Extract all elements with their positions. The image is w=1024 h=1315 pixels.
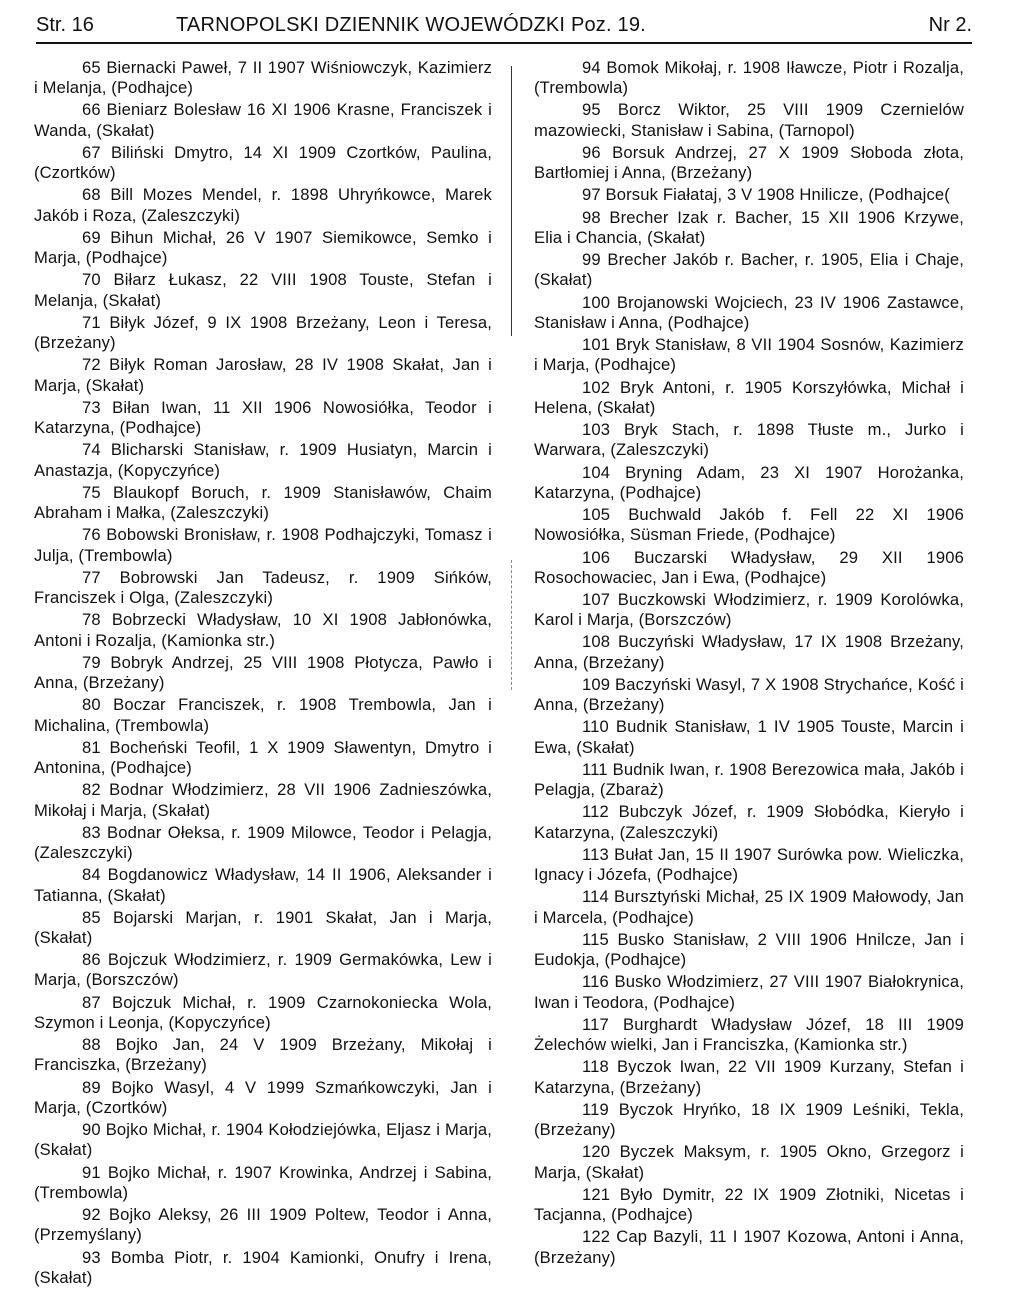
register-entry: 84 Bogdanowicz Władysław, 14 II 1906, Aleksander i Tatianna, (Skałat) xyxy=(34,865,492,905)
register-entry: 93 Bomba Piotr, r. 1904 Kamionki, Onufry i Irena, (Skałat) xyxy=(34,1247,492,1287)
register-entry: 119 Byczok Hryńko, 18 IX 1909 Leśniki, Tekla, (Brzeżany) xyxy=(534,1099,964,1140)
register-entry: 83 Bodnar Ołeksa, r. 1909 Milowce, Teodor i Pelagja, (Zaleszczyki) xyxy=(34,822,492,863)
register-entry: 107 Buczkowski Włodzimierz, r. 1909 Korolówka, Karol i Marja, (Borszczów) xyxy=(534,590,964,630)
register-entry: 80 Boczar Franciszek, r. 1908 Trembowla, Jan i Michalina, (Trembowla) xyxy=(34,695,492,735)
register-entry: 70 Biłarz Łukasz, 22 VIII 1908 Touste, Stefan i Melanja, (Skałat) xyxy=(34,270,492,310)
register-entry: 65 Biernacki Paweł, 7 II 1907 Wiśniowczyk, Kazimierz i Melanja, (Podhajce) xyxy=(34,58,492,98)
register-entry: 109 Baczyński Wasyl, 7 X 1908 Strychańce, Kość i Anna, (Brzeżany) xyxy=(534,674,964,715)
register-entry: 108 Buczyński Władysław, 17 IX 1908 Brzeżany, Anna, (Brzeżany) xyxy=(534,632,964,672)
register-entry: 102 Bryk Antoni, r. 1905 Korszyłówka, Michał i Helena, (Skałat) xyxy=(534,377,964,417)
register-entry: 101 Bryk Stanisław, 8 VII 1904 Sosnów, Kazimierz i Marja, (Podhajce) xyxy=(534,335,964,375)
register-entry: 73 Biłan Iwan, 11 XII 1906 Nowosiółka, Teodor i Katarzyna, (Podhajce) xyxy=(34,397,492,438)
register-entry: 94 Bomok Mikołaj, r. 1908 Iławcze, Piotr i Rozalja, (Trembowla) xyxy=(534,58,964,98)
register-entry: 120 Byczek Maksym, r. 1905 Okno, Grzegorz i Marja, (Skałat) xyxy=(534,1142,964,1182)
register-entry: 99 Brecher Jakób r. Bacher, r. 1905, Elia i Chaje, (Skałat) xyxy=(534,250,964,290)
register-entry: 122 Cap Bazyli, 11 I 1907 Kozowa, Antoni i Anna, (Brzeżany) xyxy=(534,1227,964,1267)
register-entry: 89 Bojko Wasyl, 4 V 1999 Szmańkowczyki, Jan i Marja, (Czortków) xyxy=(34,1077,492,1117)
register-entry: 87 Bojczuk Michał, r. 1909 Czarnokoniecka Wola, Szymon i Leonja, (Kopyczyńce) xyxy=(34,992,492,1032)
register-entry: 69 Bihun Michał, 26 V 1907 Siemikowce, Semko i Marja, (Podhajce) xyxy=(34,227,492,268)
register-entry: 98 Brecher Izak r. Bacher, 15 XII 1906 Krzywe, Elia i Chancia, (Skałat) xyxy=(534,207,964,247)
register-entry: 76 Bobowski Bronisław, r. 1908 Podhajczyki, Tomasz i Julja, (Trembowla) xyxy=(34,525,492,565)
register-entry: 68 Bill Mozes Mendel, r. 1898 Uhryńkowce, Marek Jakób i Roza, (Zaleszczyki) xyxy=(34,185,492,225)
register-entry: 118 Byczok Iwan, 22 VII 1909 Kurzany, Stefan i Katarzyna, (Brzeżany) xyxy=(534,1057,964,1097)
register-entry: 115 Busko Stanisław, 2 VIII 1906 Hnilcze, Jan i Eudokja, (Podhajce) xyxy=(534,929,964,970)
register-entry: 103 Bryk Stach, r. 1898 Tłuste m., Jurko i Warwara, (Zaleszczyki) xyxy=(534,420,964,460)
column-divider-lower xyxy=(511,560,512,690)
register-entry: 75 Blaukopf Boruch, r. 1909 Stanisławów, Chaim Abraham i Małka, (Zaleszczyki) xyxy=(34,482,492,523)
register-entry: 116 Busko Włodzimierz, 27 VIII 1907 Białokrynica, Iwan i Teodora, (Podhajce) xyxy=(534,972,964,1012)
register-entry: 100 Brojanowski Wojciech, 23 IV 1906 Zastawce, Stanisław i Anna, (Podhajce) xyxy=(534,292,964,332)
right-column xyxy=(534,58,964,1270)
register-entry: 97 Borsuk Fiałataj, 3 V 1908 Hnilicze, (Podhajce( xyxy=(582,185,950,205)
register-entry: 71 Biłyk Józef, 9 IX 1908 Brzeżany, Leon i Teresa, (Brzeżany) xyxy=(34,312,492,353)
register-entry: 105 Buchwald Jakób f. Fell 22 XI 1906 Nowosiółka, Süsman Friede, (Podhajce) xyxy=(534,505,964,545)
register-entry: 121 Było Dymitr, 22 IX 1909 Złotniki, Nicetas i Tacjanna, (Podhajce) xyxy=(534,1184,964,1225)
register-entry: 114 Bursztyński Michał, 25 IX 1909 Małowody, Jan i Marcela, (Podhajce) xyxy=(534,887,964,927)
register-entry: 77 Bobrowski Jan Tadeusz, r. 1909 Sińków, Franciszek i Olga, (Zaleszczyki) xyxy=(34,567,492,608)
register-entry: 111 Budnik Iwan, r. 1908 Berezowica mała, Jakób i Pelagja, (Zbaraż) xyxy=(534,759,964,800)
left-column xyxy=(34,58,492,1290)
register-entry: 104 Bryning Adam, 23 XI 1907 Horożanka, Katarzyna, (Podhajce) xyxy=(534,462,964,502)
register-entry: 79 Bobryk Andrzej, 25 VIII 1908 Płotycza, Pawło i Anna, (Brzeżany) xyxy=(34,652,492,693)
register-entry: 106 Buczarski Władysław, 29 XII 1906 Rosochowaciec, Jan i Ewa, (Podhajce) xyxy=(534,547,964,587)
register-entry: 88 Bojko Jan, 24 V 1909 Brzeżany, Mikołaj i Franciszka, (Brzeżany) xyxy=(34,1035,492,1075)
journal-title: TARNOPOLSKI DZIENNIK WOJEWÓDZKI Poz. 19. xyxy=(176,14,646,36)
register-entry: 72 Biłyk Roman Jarosław, 28 IV 1908 Skałat, Jan i Marja, (Skałat) xyxy=(34,355,492,395)
register-entry: 110 Budnik Stanisław, 1 IV 1905 Touste, Marcin i Ewa, (Skałat) xyxy=(534,717,964,757)
register-entry: 112 Bubczyk Józef, r. 1909 Słobódka, Kieryło i Katarzyna, (Zaleszczyki) xyxy=(534,802,964,842)
register-entry: 81 Bocheński Teofil, 1 X 1909 Sławentyn, Dmytro i Antonina, (Podhajce) xyxy=(34,737,492,778)
register-entry: 82 Bodnar Włodzimierz, 28 VII 1906 Zadnieszówka, Mikołaj i Marja, (Skałat) xyxy=(34,780,492,820)
register-entry: 74 Blicharski Stanisław, r. 1909 Husiatyn, Marcin i Anastazja, (Kopyczyńce) xyxy=(34,440,492,480)
register-entry: 67 Biliński Dmytro, 14 XI 1909 Czortków, Paulina, (Czortków) xyxy=(34,142,492,183)
register-entry: 66 Bieniarz Bolesław 16 XI 1906 Krasne, Franciszek i Wanda, (Skałat) xyxy=(34,100,492,140)
register-entry: 91 Bojko Michał, r. 1907 Krowinka, Andrzej i Sabina, (Trembowla) xyxy=(34,1162,492,1202)
register-entry: 117 Burghardt Władysław Józef, 18 III 1909 Żelechów wielki, Jan i Franciszka, (Kamionka str.) xyxy=(534,1014,964,1055)
register-entry: 95 Borcz Wiktor, 25 VIII 1909 Czernielów mazowiecki, Stanisław i Sabina, (Tarnopol) xyxy=(534,100,964,140)
register-entry: 90 Bojko Michał, r. 1904 Kołodziejówka, Eljasz i Marja, (Skałat) xyxy=(34,1120,492,1160)
register-entry: 86 Bojczuk Włodzimierz, r. 1909 Germakówka, Lew i Marja, (Borszczów) xyxy=(34,950,492,990)
register-entry: 92 Bojko Aleksy, 26 III 1909 Poltew, Teodor i Anna, (Przemyślany) xyxy=(34,1205,492,1245)
register-entry: 113 Bułat Jan, 15 II 1907 Surówka pow. Wieliczka, Ignacy i Józefa, (Podhajce) xyxy=(534,844,964,885)
page-header xyxy=(36,12,972,44)
issue-number: Nr 2. xyxy=(928,14,972,36)
page-number: Str. 16 xyxy=(36,14,94,36)
register-entry: 96 Borsuk Andrzej, 27 X 1909 Słoboda złota, Bartłomiej i Anna, (Brzeżany) xyxy=(534,142,964,183)
register-entry: 78 Bobrzecki Władysław, 10 XI 1908 Jabłonówka, Antoni i Rozalja, (Kamionka str.) xyxy=(34,610,492,650)
column-divider xyxy=(511,66,512,336)
register-entry: 85 Bojarski Marjan, r. 1901 Skałat, Jan i Marja, (Skałat) xyxy=(34,907,492,947)
